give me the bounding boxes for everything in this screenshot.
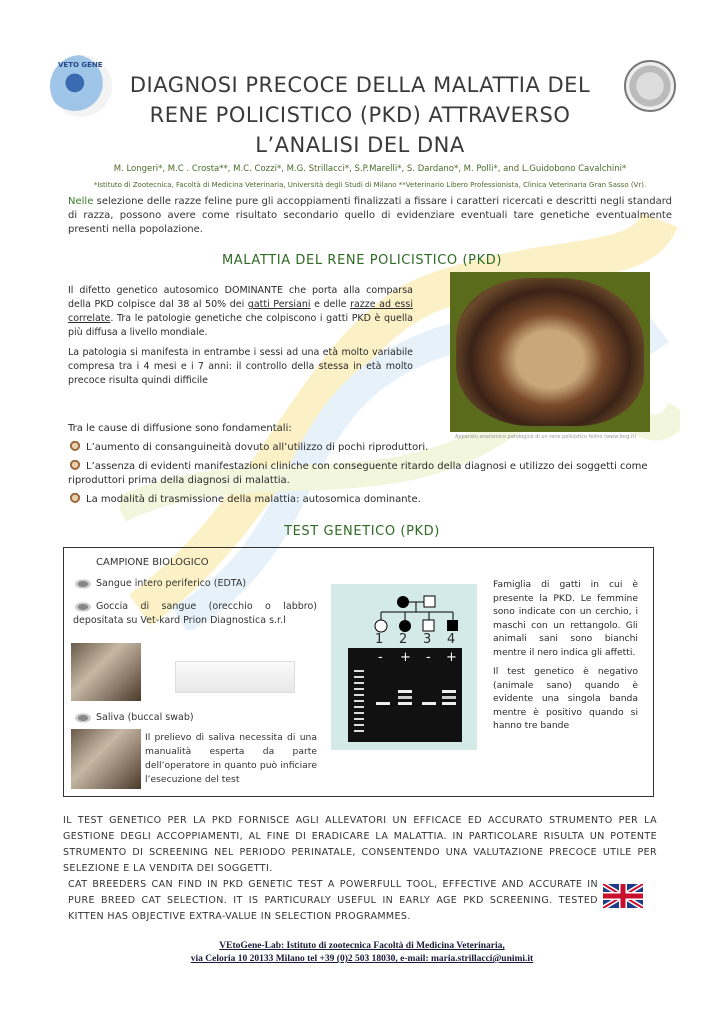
footer xyxy=(0,940,724,966)
vet-kard-photo xyxy=(175,661,295,693)
sample-blood-text: Sangue intero periferico (EDTA) xyxy=(96,578,247,589)
cat-bullet-icon xyxy=(68,441,82,453)
title-line-3: L’ANALISI DEL DNA xyxy=(255,133,465,157)
conclusion-italian: IL TEST GENETICO PER LA PKD FORNISCE AGLI ALLEVATORI UN EFFICACE ED ACCURATO STRUMENTO PER LA GESTIONE DEGLI ACCOPPIAMENTI, AL FINE DI ERADICARE LA MALATTIA. IN PARTICOLARE RISULTA UN POTENTE STRUMENTO DI SCREENING NEL PERIODO PERINATALE, CONSENTENDO UNA VALUTAZIONE PRECOCE UTILE PER SELEZIONE E LA VENDITA DEI SOGGETTI. xyxy=(63,815,657,874)
pedigree-number: 4 xyxy=(447,632,456,647)
saliva-description: Il prelievo di saliva necessita di una manualità esperta da parte dell’operatore in quanto può inficiare l’esecuzione del test xyxy=(145,732,317,785)
pedigree-child-1 xyxy=(375,620,387,632)
sample-saliva-text: Saliva (buccal swab) xyxy=(96,712,194,723)
logo-text: VETO GENE xyxy=(58,61,103,69)
gel-band xyxy=(442,696,456,699)
buccal-swab-photo xyxy=(71,729,141,789)
title-line-1: DIAGNOSI PRECOCE DELLA MALATTIA DEL xyxy=(129,73,591,97)
sample-saliva xyxy=(73,711,313,725)
gel-band xyxy=(398,696,412,699)
intro-text: selezione delle razze feline pure gli accoppiamenti finalizzati a fissare i caratteri ricercati e descritti negli standard di razza, possono avere come risultato secondario quello di evidenziare eventuali tare genetiche eventualmente presenti nella popolazione. xyxy=(68,196,672,235)
pedigree-female-affected xyxy=(397,596,409,608)
pkd-p1-related: razze ad essi correlate xyxy=(68,299,413,324)
gel-band xyxy=(422,702,436,705)
cat-icon xyxy=(73,601,93,613)
uk-flag-icon xyxy=(603,884,643,908)
section-title-pkd: MALATTIA DEL RENE POLICISTICO (PKD) xyxy=(221,253,502,268)
gel-sign: - xyxy=(426,650,431,665)
cause-item xyxy=(68,441,668,455)
pkd-p1-b: e delle xyxy=(310,299,351,310)
sample-drop-text: Goccia di sangue (orecchio o labbro) depositata su Vet-kard Prion Diagnostica s.r.l xyxy=(73,601,317,626)
conclusion-english: CAT BREEDERS CAN FIND IN PKD GENETIC TEST A POWERFULL TOOL, EFFECTIVE AND ACCURATE IN PURE BREED CAT SELECTION. IT IS PARTICURALY USEFUL IN EARLY AGE PKD SCREENING. TESTED KITTEN HAS OBJECTIVE EXTRA-VALUE IN SELECTION PROGRAMMES. xyxy=(68,879,598,922)
affiliation: *Istituto di Zootecnica, Facoltà di Medicina Veterinaria, Università degli Studi di Milano **Veterinario Libero Professionista, Clinica Veterinaria Gran Sasso (Vr). xyxy=(93,181,647,189)
pkd-p1-c: . Tra le patologie genetiche che colpiscono i gatti PKD è quella più diffusa a livello mondiale. xyxy=(68,313,413,338)
section-title-test: TEST GENETICO (PKD) xyxy=(284,524,440,539)
pkd-description xyxy=(68,284,413,394)
pedigree-child-3 xyxy=(423,620,434,631)
pkd-paragraph-1 xyxy=(68,284,413,340)
intro-lead: Nelle xyxy=(68,196,94,207)
gel-sign: - xyxy=(378,650,383,665)
pedigree-explanation xyxy=(493,578,638,739)
cause-text: L’aumento di consanguineità dovuto all’utilizzo di pochi riproduttori. xyxy=(86,442,429,453)
kidney-image xyxy=(456,278,644,426)
title-line-2: RENE POLICISTICO (PKD) ATTRAVERSO xyxy=(149,103,571,127)
causes-list xyxy=(68,422,668,507)
cause-item xyxy=(68,493,668,507)
sample-blood xyxy=(73,577,313,591)
sample-drop xyxy=(73,600,317,628)
cause-text: La modalità di trasmissione della malattia: autosomica dominante. xyxy=(86,494,421,505)
footer-line-2: via Celoria 10 20133 Milano tel +39 (0)2 503 18030, e-mail: maria.strillacci@unimi.it xyxy=(190,954,534,964)
gel-band xyxy=(442,690,456,693)
cat-icon xyxy=(73,712,93,724)
pedigree-child-2 xyxy=(399,620,411,632)
pedigree-number: 1 xyxy=(375,632,384,647)
kidney-photo xyxy=(450,272,650,432)
cat-bullet-icon xyxy=(68,493,82,505)
gel-ladder xyxy=(354,670,364,732)
gel-sign: + xyxy=(446,650,457,665)
gel-band xyxy=(398,702,412,705)
pkd-p1-persian: gatti Persiani xyxy=(247,299,311,310)
intro-paragraph xyxy=(68,195,672,237)
famiglia-text: Famiglia di gatti in cui è presente la PKD. Le femmine sono indicate con un cerchio, i maschi con un rettangolo. Gli animali sani sono bianchi mentre il nero indica gli affetti. xyxy=(493,579,638,658)
cat-ear-photo xyxy=(71,643,141,701)
cat-icon xyxy=(73,578,93,590)
footer-line-1: VEtoGene-Lab: Istituto di zootecnica Facoltà di Medicina Veterinaria, xyxy=(219,941,505,951)
gel-band xyxy=(376,702,390,705)
gel-band xyxy=(442,702,456,705)
kidney-caption: Apparato anatomico patologico di un rene policistico felino (www.ferg.it) xyxy=(455,434,637,440)
pkd-p1-a: Il difetto genetico autosomico DOMINANTE che porta alla comparsa della PKD colpisce dal 38 al 50% dei xyxy=(68,285,413,310)
university-seal-logo xyxy=(624,60,676,112)
pedigree-male-healthy xyxy=(424,596,435,607)
pkd-paragraph-2: La patologia si manifesta in entrambe i sessi ad una età molto variabile compresa tra i 4 mesi e i 7 anni: il controllo della stessa in età molto precoce risulta quindi difficile xyxy=(68,347,413,386)
test-result-text: Il test genetico è negativo (animale sano) quando è evidente una singola banda mentre è positivo quando si hanno tre bande xyxy=(493,666,638,731)
page-title xyxy=(100,70,620,160)
cause-text: L’assenza di evidenti manifestazioni cliniche con conseguente ritardo della diagnosi e utilizzo dei soggetti come riproduttori prima della diagnosi di malattia. xyxy=(68,461,648,486)
causes-title: Tra le cause di diffusione sono fondamentali: xyxy=(68,423,292,434)
campione-title: CAMPIONE BIOLOGICO xyxy=(96,557,209,568)
pedigree-number: 3 xyxy=(423,632,432,647)
gel-electrophoresis xyxy=(348,648,462,742)
authors: M. Longeri*, M.C . Crosta**, M.C. Cozzi*, M.G. Strillacci*, S.P.Marelli*, S. Dardano*, M. Polli*, and L.Guidobono Cavalchini* xyxy=(113,164,627,174)
pedigree-child-4 xyxy=(447,620,458,631)
cause-item xyxy=(68,460,668,488)
pedigree-number: 2 xyxy=(399,632,408,647)
gel-band xyxy=(398,690,412,693)
cat-bullet-icon xyxy=(68,460,82,472)
gel-sign: + xyxy=(400,650,411,665)
